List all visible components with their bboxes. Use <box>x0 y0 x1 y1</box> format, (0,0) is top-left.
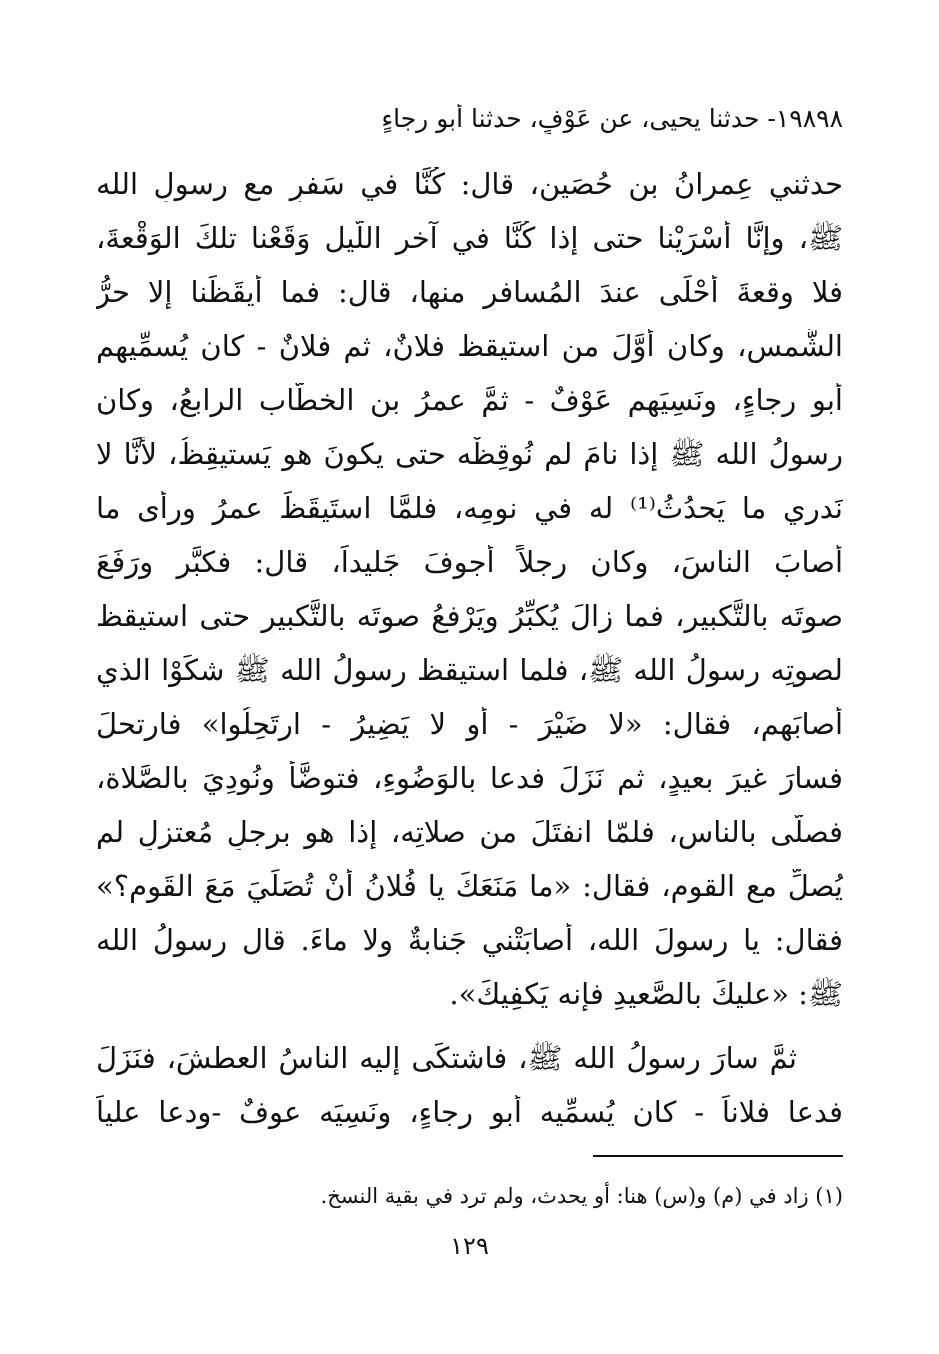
text-line-10: لصوتِه رسولُ الله ﷺ، فلما استيقظ رسولُ الله ﷺ شكَوْا الذي <box>96 653 843 687</box>
text-line-9: صوتَه بالتَّكبير، فما زالَ يُكبِّرُ ويَرْفعُ صوتَه بالتَّكبيرِ حتى استيقظ <box>96 599 843 633</box>
text-line-3: فلا وقعةَ أحْلَى عندَ المُسافرِ منها، قال: فما أيقَظَنا إلا حرُّ <box>96 275 843 309</box>
text-line-4: الشَّمس، وكان أوَّلَ من استيقظ فلانٌ، ثم فلانٌ - كان يُسمِّيهم <box>96 329 843 363</box>
text-line-5: أبو رجاءٍ، ونَسِيَهم عَوْفٌ - ثمَّ عمرُ بن الخطَّاب الرابعُ، وكان <box>96 383 843 417</box>
hadith-header: ١٩٨٩٨- حدثنا يحيى، عن عَوْفٍ، حدثنا أبو رجاءٍ <box>381 104 843 133</box>
text-line-13: فصلَّى بالناس، فلمّا انفتَلَ من صلاتِه، إذا هو برجلٍ مُعتزلٍ لم <box>96 815 843 849</box>
text-line-15: فقال: يا رسولَ الله، أصابَتْني جَنابةٌ ولا ماءَ. قال رسولُ الله <box>96 923 843 957</box>
text-line-11: أصابَهم، فقال: «لا ضَيْرَ - أو لا يَضِيرُ - ارتَحِلُوا» فارتحلَ <box>96 707 843 741</box>
text-line-6: رسولُ الله ﷺ إذا نامَ لم نُوقِظْه حتى يكونَ هو يَستيقِظُ، لأنَّا لا <box>96 437 843 471</box>
text-line-14: يُصلِّ مع القوم، فقال: «ما مَنَعَكَ يا فُلانُ أنْ تُصَلِّيَ مَعَ القَومِ؟» <box>96 869 843 903</box>
footnote: (١) زاد في (م) و(س) هنا: أو يحدث، ولم ترد في بقية النسخ. <box>320 1184 843 1208</box>
footnote-divider <box>593 1155 843 1157</box>
text-line-2: ﷺ، وإنَّا أسْرَيْنا حتى إذا كُنَّا في آخرِ اللَّيل وَقَعْنا تلكَ الوَقْعةَ، <box>96 221 843 255</box>
text-line-18: فدعا فلاناً - كان يُسمِّيه أبو رجاءٍ، ونَسِيَه عوفٌ -ودعا علياً <box>96 1095 843 1129</box>
text-line-17: ثمَّ سارَ رسولُ الله ﷺ، فاشتكَى إليه الناسُ العطشَ، فنَزَلَ <box>96 1041 797 1075</box>
page-number: ١٢٩ <box>450 1232 489 1260</box>
text-line-1: حدثني عِمرانُ بن حُصَين، قال: كُنَّا في سَفرٍ مع رسولِ الله <box>96 167 843 201</box>
text-line-16: ﷺ: «عليكَ بالصَّعيدِ فإنه يَكفِيكَ». <box>449 977 843 1011</box>
text-line-8: أصابَ الناسَ، وكان رجلاً أجوفَ جَليداً، قال: فكبَّر ورَفَعَ <box>96 545 843 579</box>
text-line-7: نَدري ما يَحدُثُ⁽¹⁾ له في نومِه، فلمَّا استَيقَظَ عمرُ ورأى ما <box>96 491 843 525</box>
text-line-12: فسارَ غيرَ بعيدٍ، ثم نَزَلَ فدعا بالوَضُوءِ، فتوضَّأ ونُودِيَ بالصَّلاة، <box>96 761 843 795</box>
